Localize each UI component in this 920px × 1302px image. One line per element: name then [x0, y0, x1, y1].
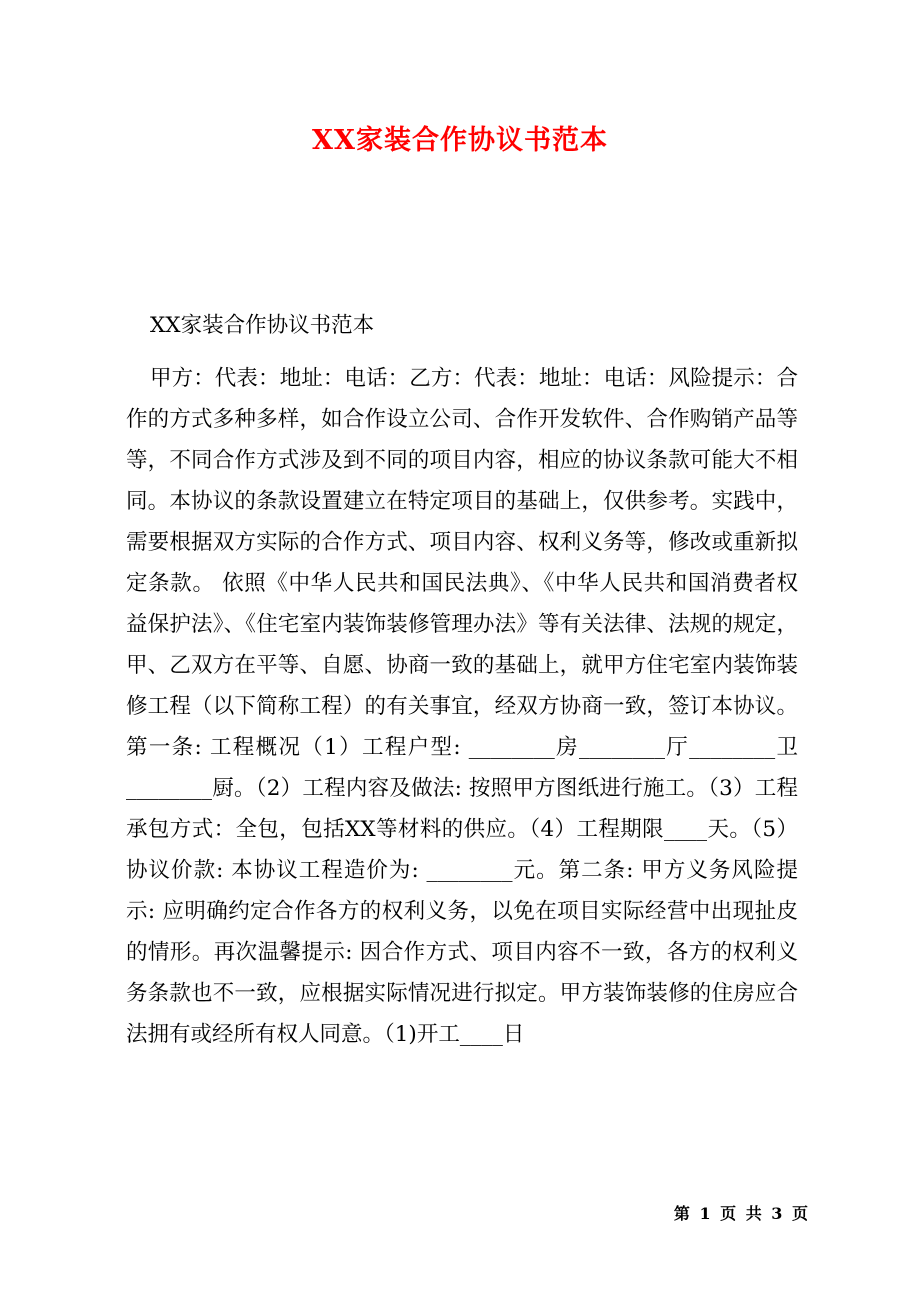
page-footer: 第 1 页 共 3 页 — [673, 1204, 810, 1223]
document-body — [126, 305, 798, 1067]
paragraph-main: 甲方：代表：地址：电话：乙方：代表：地址：电话：风险提示：合作的方式多种多样，如合作设立公司、合作开发软件、合作购销产品等等，不同合作方式涉及到不同的项目内容，相应的协议条款可能大不相同。本协议的条款设置建立在特定项目的基础上，仅供参考。实践中，需要根据双方实际的合作方式、项目内容、权利义务等，修改或重新拟定条款。 依照《中华人民共和国民法典》、《中华人民共和国消费者权益保护法》、《住宅室内装饰装修管理办法》等有关法律、法规的规定，甲、乙双方在平等、自愿、协商一致的基础上，就甲方住宅室内装饰装修工程（以下简称工程）的有关事宜，经双方协商一致，签订本协议。第一条: 工程概况（1）工程户型: ________房________厅________卫________厨。（2）工程内容及做法: 按照甲方图纸进行施工。（3）工程承包方式：全包，包括XX等材料的供应。（4）工程期限____天。（5）协议价款: 本协议工程造价为: ________元。第二条: 甲方义务风险提示: 应明确约定合作各方的权利义务，以免在项目实际经营中出现扯皮的情形。再次温馨提示: 因合作方式、项目内容不一致，各方的权利义务条款也不一致，应根据实际情况进行拟定。甲方装饰装修的住房应合法拥有或经所有权人同意。（1)开工____日 — [126, 366, 798, 1047]
page-title: XX家装合作协议书范本 — [312, 125, 608, 156]
paragraph-heading: XX家装合作协议书范本 — [150, 313, 375, 338]
